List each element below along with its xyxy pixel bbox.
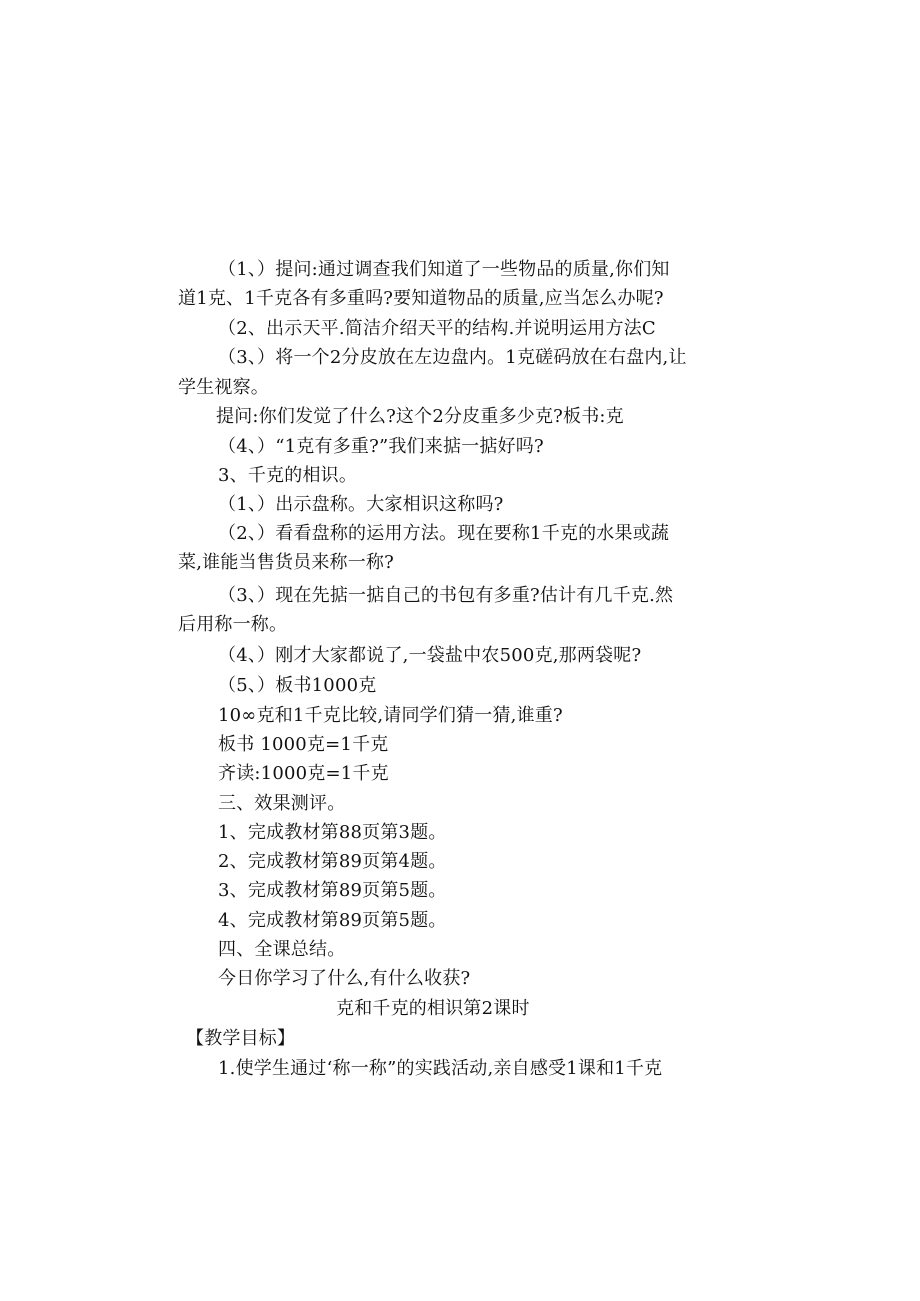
text-line: （4、）刚才大家都说了,一袋盐中农500克,那两袋呢?	[218, 645, 642, 666]
text-line: 板书 1000克=1千克	[218, 734, 389, 755]
text-line: 3、千克的相识。	[218, 465, 358, 486]
lesson-title: 克和千克的相识第2课时	[336, 998, 530, 1019]
text-line: （4、）“1克有多重?”我们来掂一掂好吗?	[218, 436, 544, 457]
objective-line: 1.使学生通过‘称一称”的实践活动,亲自感受1课和1千克	[218, 1058, 663, 1079]
text-line: 提问:你们发觉了什么?这个2分皮重多少克?板书:克	[216, 406, 624, 427]
text-line: 四、全课总结。	[218, 939, 346, 960]
text-line: （2、出示天平.简洁介绍天平的结构.并说明运用方法C	[218, 318, 656, 339]
text-line: 今日你学习了什么,有什么收获?	[218, 968, 471, 989]
text-line: 2、完成教材第89页第4题。	[218, 851, 447, 872]
text-line: 道1克、1千克各有多重吗?要知道物品的质量,应当怎么办呢?	[178, 288, 664, 309]
text-line: 学生视察。	[178, 377, 269, 398]
text-line: （1、）出示盘称。大家相识这称吗?	[218, 494, 504, 515]
text-line: 3、完成教材第89页第5题。	[218, 880, 447, 901]
text-line: （3、）现在先掂一掂自己的书包有多重?估计有几千克.然	[218, 585, 674, 606]
text-line: （2、）看看盘称的运用方法。现在要称1千克的水果或蔬	[218, 523, 670, 544]
text-line: （3、）将一个2分皮放在左边盘内。1克磋码放在右盘内,让	[218, 347, 687, 368]
text-line: 1、完成教材第88页第3题。	[218, 822, 447, 843]
text-line: 齐读:1000克=1千克	[218, 763, 389, 784]
text-line: （1、）提问:通过调查我们知道了一些物品的质量,你们知	[218, 259, 670, 280]
section-heading: 【教学目标】	[186, 1028, 296, 1049]
text-line: 三、效果测评。	[218, 793, 346, 814]
text-line: 10∞克和1千克比较,请同学们猜一猜,谁重?	[218, 705, 563, 726]
text-line: 后用称一称。	[178, 614, 288, 635]
text-line: （5、）板书1000克	[218, 675, 377, 696]
text-line: 4、完成教材第89页第5题。	[218, 910, 447, 931]
text-line: 菜,谁能当售货员来称一称?	[178, 552, 394, 573]
